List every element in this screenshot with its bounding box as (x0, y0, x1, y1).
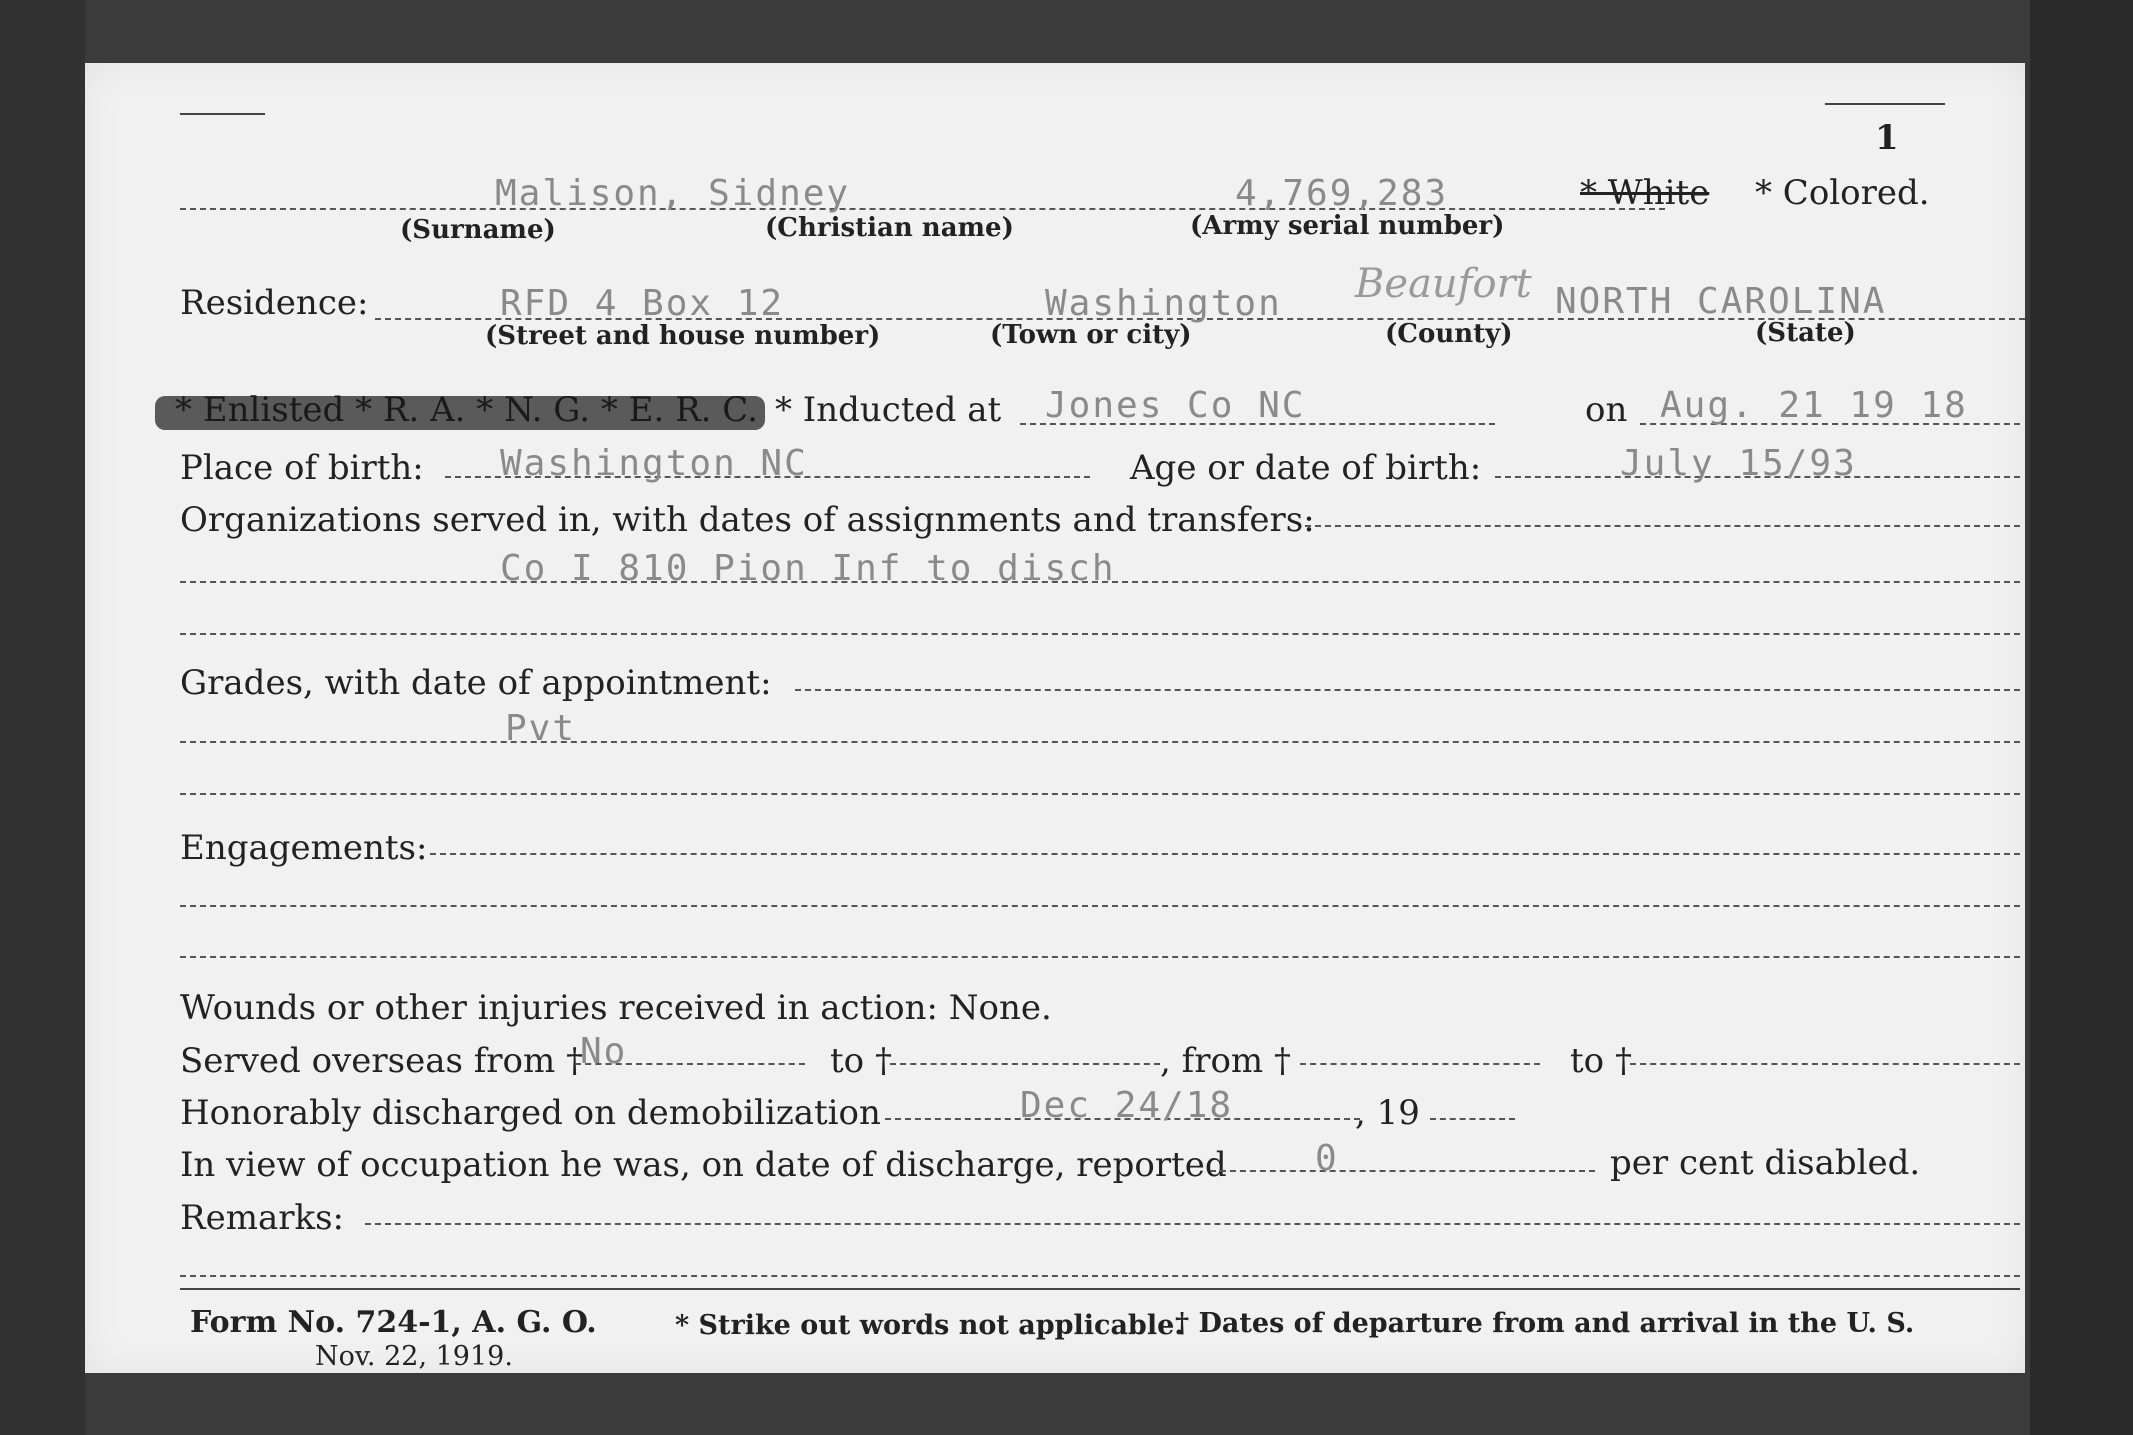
form-number: Form No. 724-1, A. G. O. (190, 1305, 597, 1340)
race-colored: * Colored. (1755, 173, 1930, 213)
organizations-served: Co I 810 Pion Inf to disch (500, 548, 1116, 589)
engagements-line-2 (180, 905, 2020, 907)
residence-town: Washington (1045, 283, 1282, 324)
top-right-rule (1825, 103, 1945, 105)
discharge-date: Dec 24/18 (1020, 1085, 1234, 1126)
form-date: Nov. 22, 1919. (315, 1341, 513, 1372)
overseas-to-line (890, 1063, 1160, 1065)
organizations-line-1 (1305, 525, 2020, 527)
birth-date: July 15/93 (1620, 443, 1857, 484)
enlisted-options: * Enlisted * R. A. * N. G. * E. R. C. (175, 390, 758, 430)
engagements-line-3 (180, 956, 2020, 958)
overseas-to-line-2 (1630, 1063, 2020, 1065)
on-label: on (1585, 390, 1628, 430)
birth-date-label: Age or date of birth: (1130, 448, 1482, 488)
race-white: * White (1580, 173, 1710, 213)
engagements-line-1 (430, 853, 2020, 855)
army-serial-number: 4,769,283 (1235, 173, 1449, 214)
top-left-rule (180, 113, 265, 115)
grades-line-2 (180, 741, 2020, 743)
discharge-label: Honorably discharged on demobilization (180, 1093, 881, 1133)
grades-label: Grades, with date of appointment: (180, 663, 772, 703)
service-record-card (85, 63, 2025, 1373)
caption-town: (Town or city) (990, 320, 1192, 350)
caption-state: (State) (1755, 318, 1856, 348)
overseas-to-label: to † (830, 1041, 892, 1081)
overseas-from-line-2 (1300, 1063, 1540, 1065)
organizations-label: Organizations served in, with dates of assignments and transfers: (180, 500, 1315, 540)
grades-value: Pvt (505, 708, 577, 749)
soldier-name: Malison, Sidney (495, 173, 851, 214)
organizations-line-3 (180, 633, 2020, 635)
residence-county: Beaufort (1355, 261, 1532, 307)
scan-background-right (2030, 0, 2133, 1435)
overseas-to-label-2: to † (1570, 1041, 1632, 1081)
residence-label: Residence: (180, 283, 369, 323)
birth-place-label: Place of birth: (180, 448, 424, 488)
discharge-year-line (1430, 1118, 1515, 1120)
caption-surname: (Surname) (400, 215, 556, 245)
wounds-text: Wounds or other injuries received in action: None. (180, 988, 1052, 1028)
dates-note: † Dates of departure from and arrival in the U. S. (1175, 1308, 1915, 1339)
scan-background-left (0, 0, 85, 1435)
discharge-year-label: , 19 (1355, 1093, 1420, 1133)
grades-line-1 (795, 689, 2020, 691)
induction-date: Aug. 21 19 18 (1660, 385, 1968, 426)
disability-line (1210, 1170, 1595, 1172)
strike-note: * Strike out words not applicable. (675, 1310, 1184, 1341)
inducted-label: * Inducted at (775, 390, 1002, 430)
residence-state: NORTH CAROLINA (1555, 281, 1887, 322)
caption-army-serial: (Army serial number) (1190, 211, 1505, 241)
birth-place: Washington NC (500, 443, 808, 484)
engagements-label: Engagements: (180, 828, 428, 868)
inducted-place: Jones Co NC (1045, 385, 1306, 426)
grades-line-3 (180, 793, 2020, 795)
disability-label: In view of occupation he was, on date of discharge, reported (180, 1145, 1227, 1185)
remarks-line-1 (365, 1223, 2020, 1225)
overseas-label: Served overseas from † (180, 1041, 584, 1081)
caption-christian-name: (Christian name) (765, 213, 1014, 243)
overseas-from: No (580, 1031, 628, 1072)
disability-suffix: per cent disabled. (1610, 1143, 1921, 1183)
page-number: 1 (1875, 118, 1899, 158)
caption-street: (Street and house number) (485, 321, 881, 351)
disability-value: 0 (1315, 1138, 1339, 1179)
caption-county: (County) (1385, 319, 1513, 349)
footer-rule (180, 1288, 2020, 1290)
overseas-from-label-2: , from † (1160, 1041, 1291, 1081)
residence-street: RFD 4 Box 12 (500, 283, 785, 324)
remarks-line-2 (180, 1275, 2020, 1277)
remarks-label: Remarks: (180, 1198, 344, 1238)
